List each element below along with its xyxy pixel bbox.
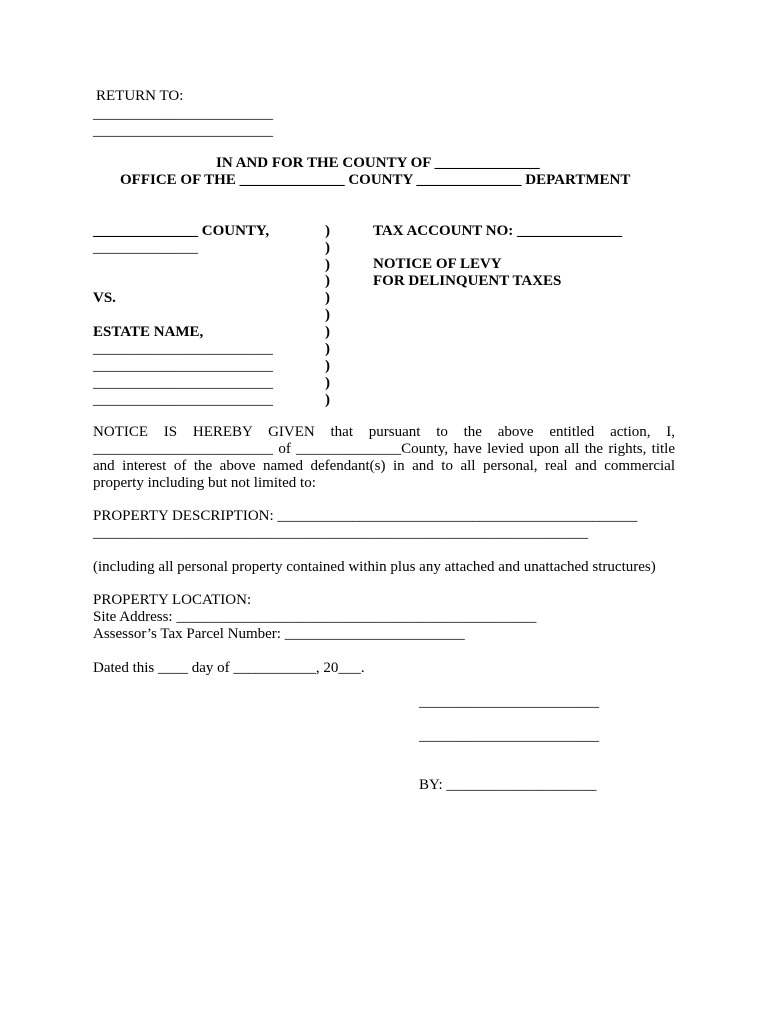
caption-county-blank: ______________	[93, 240, 198, 256]
caption-estate-blank: ________________________	[93, 375, 273, 391]
caption-paren: )	[325, 358, 330, 374]
property-description: PROPERTY DESCRIPTION: ________________________________________________	[93, 508, 638, 524]
property-location-heading: PROPERTY LOCATION:	[93, 592, 252, 608]
signature-line-2: ________________________	[419, 728, 599, 744]
heading-county: IN AND FOR THE COUNTY OF ______________	[216, 155, 540, 171]
caption-paren: )	[325, 257, 330, 273]
caption-estate-blank: ________________________	[93, 341, 273, 357]
notice-paragraph-line-2: ________________________ of ______________County, have levied upon all the rights, title	[93, 441, 675, 457]
notice-paragraph-line-1: NOTICE IS HEREBY GIVEN that pursuant to the above entitled action, I,	[93, 424, 675, 440]
caption-estate-blank: ________________________	[93, 358, 273, 374]
notice-paragraph-line-3: and interest of the above named defendant(s) in and to all personal, real and commercial	[93, 458, 675, 474]
caption-paren: )	[325, 392, 330, 408]
signature-by-line: BY: ____________________	[419, 777, 597, 793]
caption-paren: )	[325, 223, 330, 239]
notice-title-line-1: NOTICE OF LEVY	[373, 256, 502, 272]
caption-estate-blank: ________________________	[93, 392, 273, 408]
tax-account-number: TAX ACCOUNT NO: ______________	[373, 223, 623, 239]
heading-office: OFFICE OF THE ______________ COUNTY ______________ DEPARTMENT	[120, 172, 631, 188]
property-description-continued: __________________________________________________________________	[93, 525, 588, 541]
dated-line: Dated this ____ day of ___________, 20___.	[93, 660, 365, 676]
notice-paragraph-line-4: property including but not limited to:	[93, 475, 316, 491]
caption-county-line: ______________ COUNTY,	[93, 223, 270, 239]
return-to-blank-2: ________________________	[93, 123, 273, 139]
signature-line-1: ________________________	[419, 694, 599, 710]
caption-paren: )	[325, 307, 330, 323]
caption-paren: )	[325, 240, 330, 256]
notice-title-line-2: FOR DELINQUENT TAXES	[373, 273, 562, 289]
including-note: (including all personal property contained within plus any attached and unattached structures)	[93, 559, 656, 575]
caption-paren: )	[325, 290, 330, 306]
caption-estate-name: ESTATE NAME,	[93, 324, 204, 340]
tax-parcel-number: Assessor’s Tax Parcel Number: ________________________	[93, 626, 465, 642]
caption-paren: )	[325, 341, 330, 357]
site-address: Site Address: ________________________________________________	[93, 609, 537, 625]
caption-paren: )	[325, 375, 330, 391]
caption-vs: VS.	[93, 290, 116, 306]
return-to-label: RETURN TO:	[96, 88, 184, 104]
caption-paren: )	[325, 324, 330, 340]
return-to-blank-1: ________________________	[93, 106, 273, 122]
caption-paren: )	[325, 273, 330, 289]
